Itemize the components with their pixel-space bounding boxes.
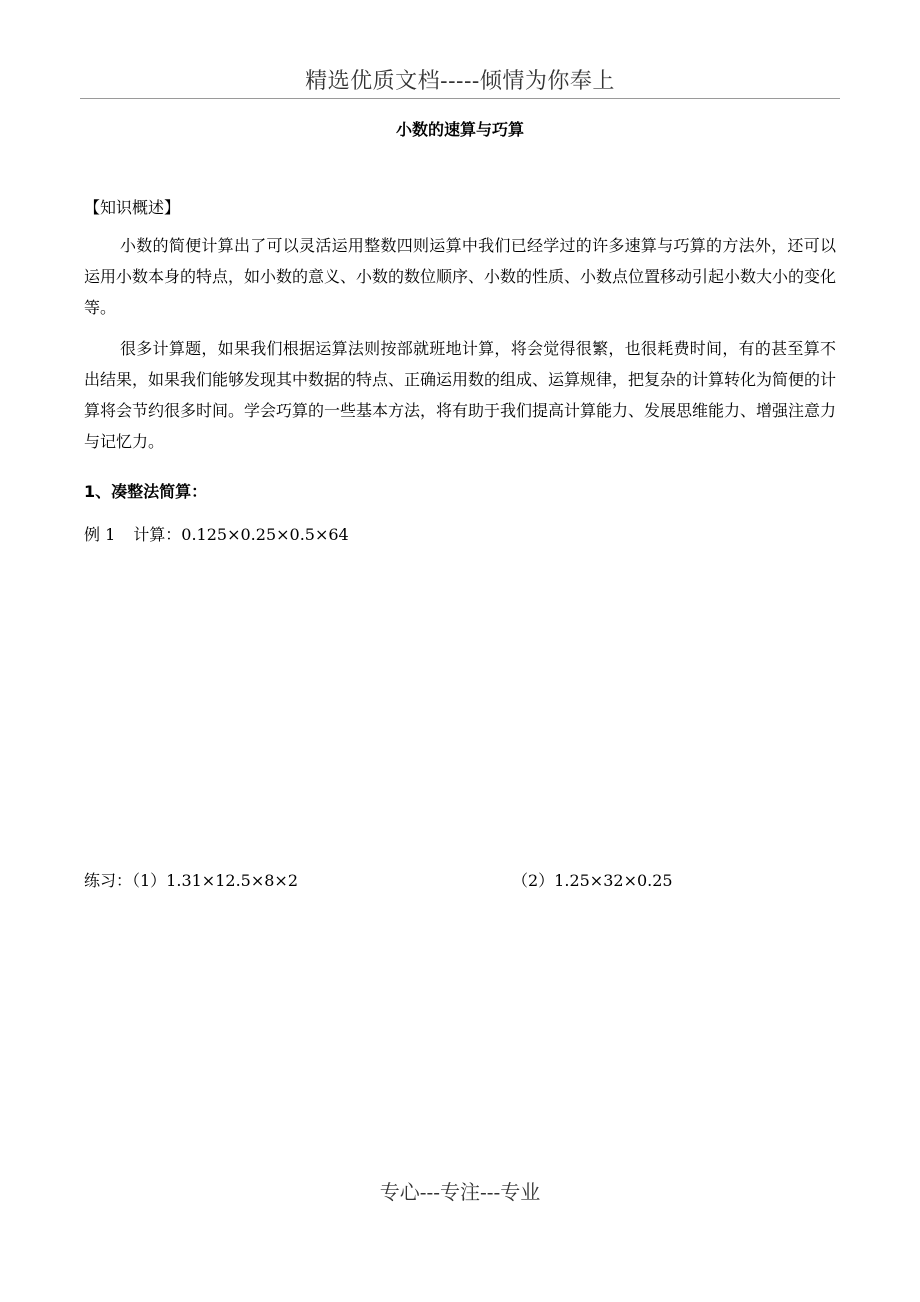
paragraph-2: 很多计算题，如果我们根据运算法则按部就班地计算，将会觉得很繁，也很耗费时间，有的甚至算不出结果，如果我们能够发现其中数据的特点、正确运用数的组成、运算规律，把复杂的计算转化为简便的计算将会节约很多时间。学会巧算的一些基本方法，将有助于我们提高计算能力、发展思维能力、增强注意力与记忆力。 <box>84 339 837 451</box>
example-label: 例 1 <box>84 525 116 544</box>
heading-rounding-method: 1、凑整法简算： <box>84 482 208 501</box>
practice-item-2: （2）1.25×32×0.25 <box>512 871 673 890</box>
document-title: 小数的速算与巧算 <box>395 120 524 139</box>
page-footer: 专心---专注---专业 <box>379 1180 541 1204</box>
page-header: 精选优质文档-----倾情为你奉上 <box>305 69 615 94</box>
example-expression: 计算：0.125×0.25×0.5×64 <box>133 525 349 544</box>
header-divider <box>80 98 840 99</box>
section-label-overview: 【知识概述】 <box>84 198 181 217</box>
practice-item-1: 练习：（1）1.31×12.5×8×2 <box>84 871 299 890</box>
paragraph-1: 小数的简便计算出了可以灵活运用整数四则运算中我们已经学过的许多速算与巧算的方法外，还可以运用小数本身的特点，如小数的意义、小数的数位顺序、小数的性质、小数点位置移动引起小数大小的变化等。 <box>84 236 837 317</box>
example-1 <box>84 522 349 545</box>
